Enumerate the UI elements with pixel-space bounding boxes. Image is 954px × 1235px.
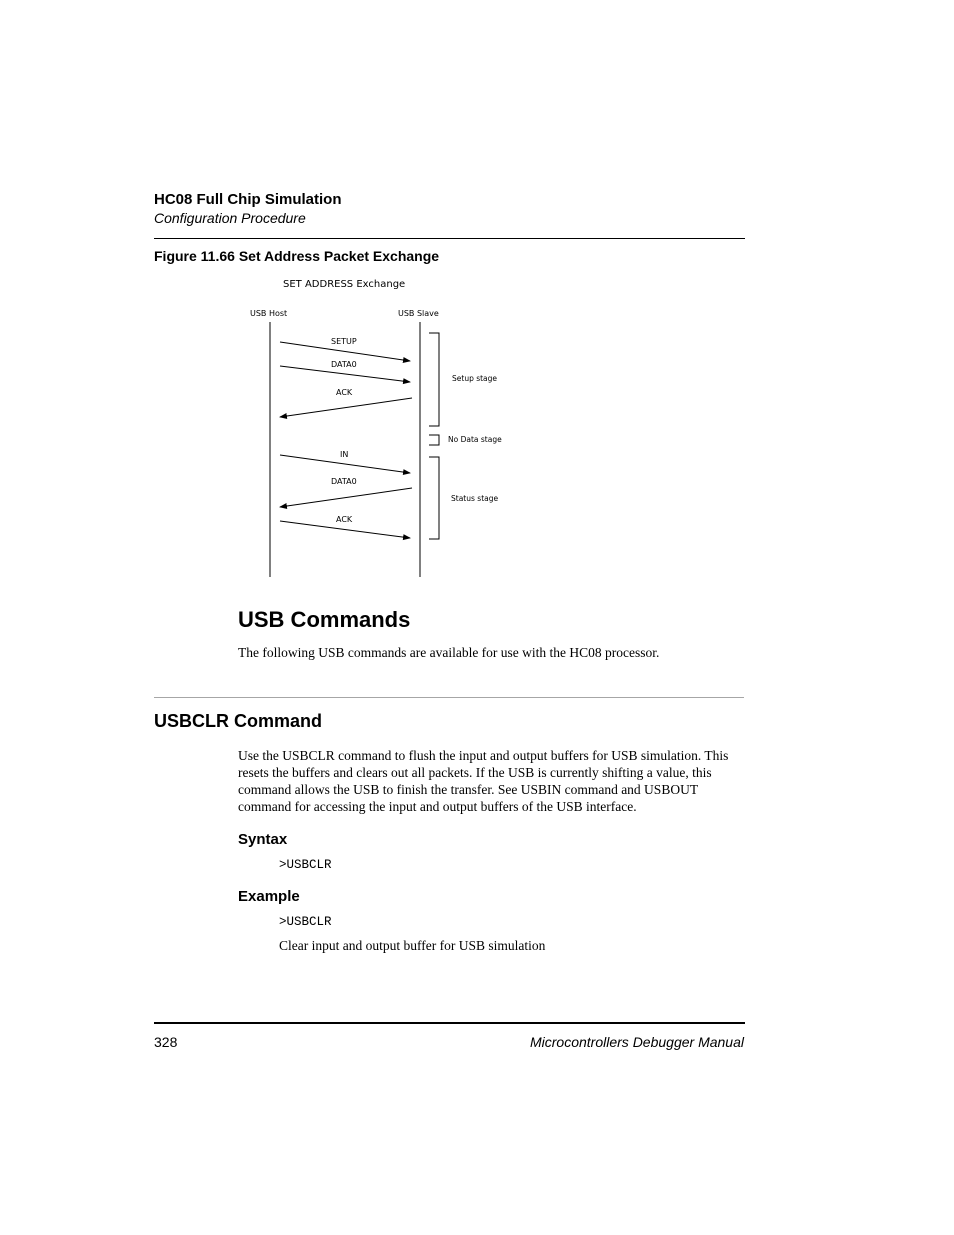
syntax-heading: Syntax [238, 831, 288, 848]
figure-caption: Figure 11.66 Set Address Packet Exchange [154, 248, 440, 264]
running-header-subtitle: Configuration Procedure [154, 210, 306, 226]
section-intro: The following USB commands are available for use with the HC08 processor. [238, 645, 660, 660]
description-line: command allows the USB to finish the transfer. See USBIN command and USBOUT [238, 782, 699, 797]
no-data-stage-bracket [429, 435, 439, 445]
page-number: 328 [154, 1034, 178, 1050]
stage-label: Status stage [451, 494, 499, 503]
stage-label: Setup stage [452, 374, 498, 383]
host-label: USB Host [250, 309, 288, 318]
set-address-sequence-diagram [230, 272, 530, 582]
description-line: resets the buffers and clears out all packets. If the USB is currently shifting a value, this [238, 765, 712, 780]
running-header-title: HC08 Full Chip Simulation [154, 191, 342, 208]
setup-stage-bracket [429, 333, 439, 426]
message-label: DATA0 [331, 360, 357, 369]
command-title: USBCLR Command [154, 711, 323, 731]
message-label: ACK [336, 388, 353, 397]
slave-label: USB Slave [398, 309, 439, 318]
message-label: SETUP [331, 337, 357, 346]
example-description: Clear input and output buffer for USB simulation [279, 938, 546, 953]
message-arrow [280, 488, 412, 507]
header-rule [154, 238, 745, 239]
diagram-title: SET ADDRESS Exchange [283, 279, 406, 290]
example-heading: Example [238, 888, 300, 905]
footer-rule [154, 1022, 745, 1024]
footer-title: Microcontrollers Debugger Manual [530, 1034, 744, 1050]
message-label: DATA0 [331, 477, 357, 486]
stage-label: No Data stage [448, 435, 502, 444]
command-description [238, 747, 746, 815]
description-line: Use the USBCLR command to flush the input and output buffers for USB simulation. This [238, 748, 729, 763]
section-divider [154, 697, 744, 698]
section-title: USB Commands [238, 607, 411, 632]
message-label: ACK [336, 515, 353, 524]
status-stage-bracket [429, 457, 439, 539]
syntax-code: >USBCLR [279, 858, 332, 872]
description-line: command for accessing the input and output buffers of the USB interface. [238, 799, 637, 814]
message-label: IN [340, 450, 349, 459]
example-code: >USBCLR [279, 915, 332, 929]
message-arrow [280, 398, 412, 417]
